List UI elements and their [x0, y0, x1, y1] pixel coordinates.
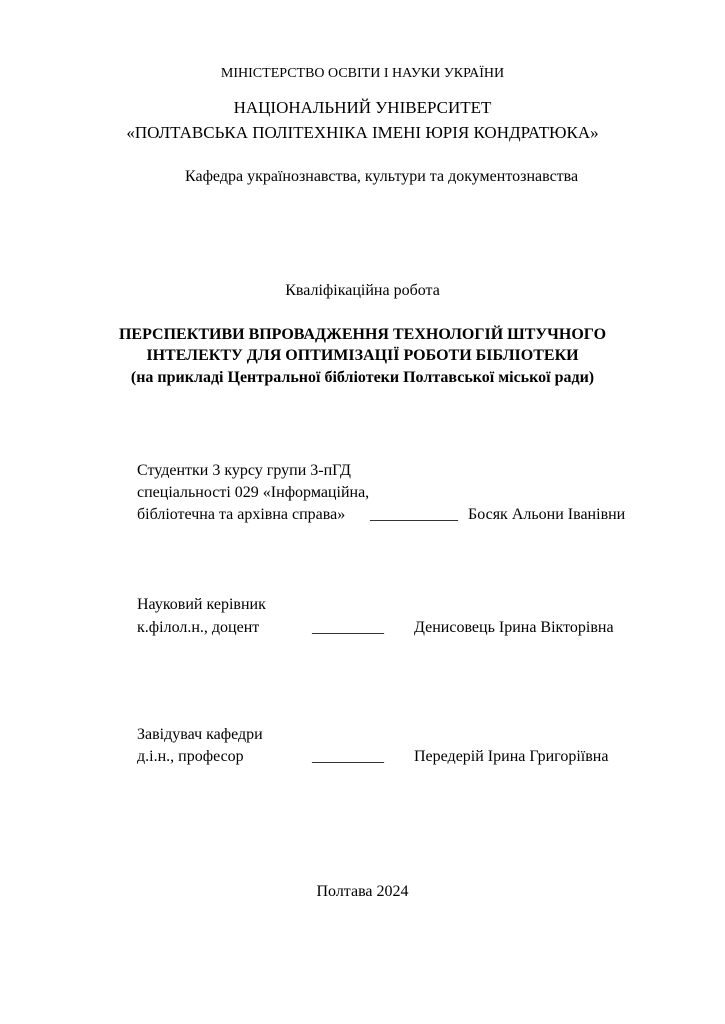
department: Кафедра українознавства, культури та документознавства [185, 168, 579, 185]
title-line-2: ІНТЕЛЕКТУ ДЛЯ ОПТИМІЗАЦІЇ РОБОТИ БІБЛІОТЕКИ [146, 347, 579, 364]
subtitle: (на прикладі Центральної бібліотеки Полтавської міської ради) [130, 369, 595, 386]
student-line-3: бібліотечна та архівна справа» [137, 506, 346, 523]
supervisor-name: Денисовець Ірина Вікторівна [414, 619, 614, 636]
head-name: Передерій Ірина Григоріївна [414, 748, 609, 765]
university-name: НАЦІОНАЛЬНИЙ УНІВЕРСИТЕТ [233, 98, 492, 117]
student-line-1: Студентки 3 курсу групи 3-пГД [137, 462, 351, 479]
work-type: Кваліфікаційна робота [285, 282, 440, 299]
ministry: МІНІСТЕРСТВО ОСВІТИ І НАУКИ УКРАЇНИ [220, 66, 505, 81]
student-name: Босяк Альони Іванівни [468, 506, 626, 523]
supervisor-role: Науковий керівник [137, 596, 266, 613]
city-year: Полтава 2024 [316, 883, 409, 900]
head-degree: д.і.н., професор [137, 748, 244, 765]
university-full-name: «ПОЛТАВСЬКА ПОЛІТЕХНІКА ІМЕНІ ЮРІЯ КОНДРАТЮКА» [126, 123, 599, 142]
head-signature-line: _________ [312, 748, 384, 765]
head-role: Завідувач кафедри [137, 726, 263, 743]
supervisor-signature-line: _________ [312, 619, 384, 636]
title-line-1: ПЕРСПЕКТИВИ ВПРОВАДЖЕННЯ ТЕХНОЛОГІЙ ШТУЧНОГО [118, 326, 607, 343]
student-line-2: спеціальності 029 «Інформаційна, [137, 484, 370, 501]
supervisor-degree: к.філол.н., доцент [137, 619, 260, 636]
student-signature-line: ___________ [370, 506, 458, 523]
